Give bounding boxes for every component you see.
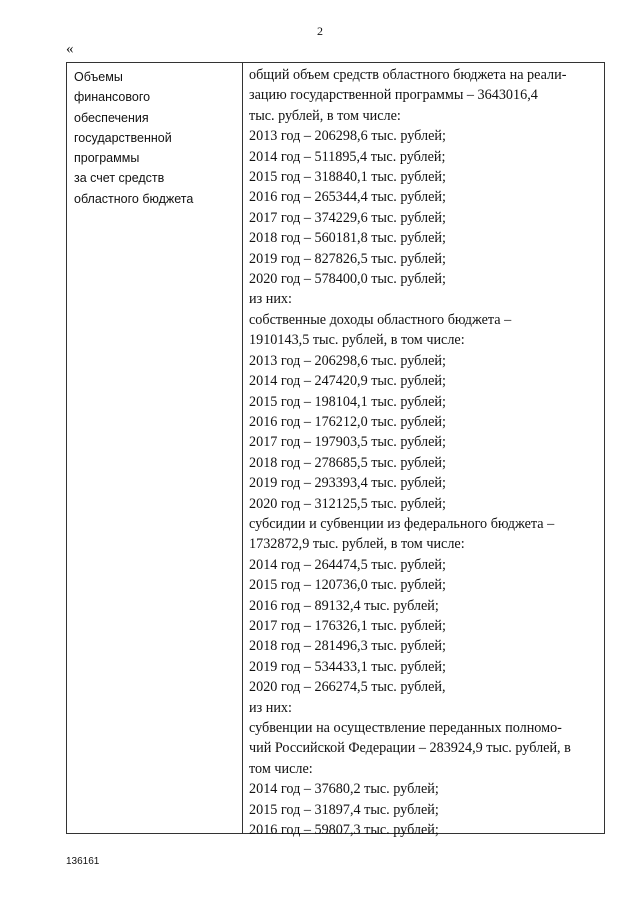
content-line: 2014 год – 247420,9 тыс. рублей;: [249, 373, 446, 390]
content-line: тыс. рублей, в том числе:: [249, 107, 401, 124]
opening-quote-mark: «: [66, 41, 74, 57]
content-line: 1732872,9 тыс. рублей, в том числе:: [249, 536, 465, 553]
content-line: 2016 год – 89132,4 тыс. рублей;: [249, 597, 439, 614]
content-line: 2019 год – 827826,5 тыс. рублей;: [249, 250, 446, 267]
content-line: субвенции на осуществление переданных полномо-: [249, 720, 562, 736]
content-line: 2019 год – 534433,1 тыс. рублей;: [249, 658, 446, 675]
table-content-cell: [243, 63, 604, 839]
content-line: 2016 год – 265344,4 тыс. рублей;: [249, 189, 446, 206]
content-line: 2016 год – 176212,0 тыс. рублей;: [249, 413, 446, 430]
content-line: зацию государственной программы – 3643016,4: [249, 87, 538, 104]
content-line: 2018 год – 281496,3 тыс. рублей;: [249, 638, 446, 655]
content-line: из них:: [249, 291, 292, 308]
content-line: том числе:: [249, 760, 313, 777]
content-line: общий объем средств областного бюджета на реали-: [249, 67, 567, 83]
label-line: программы: [74, 151, 140, 166]
label-line: обеспечения: [74, 110, 149, 125]
content-line: 2013 год – 206298,6 тыс. рублей;: [249, 128, 446, 145]
financing-table: [66, 62, 605, 839]
content-line: 2016 год – 59807,3 тыс. рублей;: [249, 822, 439, 839]
content-line: 2017 год – 197903,5 тыс. рублей;: [249, 434, 446, 451]
document-code: 136161: [66, 856, 100, 867]
content-line: 2018 год – 278685,5 тыс. рублей;: [249, 454, 446, 471]
content-line: чий Российской Федерации – 283924,9 тыс. рублей, в: [249, 740, 571, 757]
table-label-cell: [67, 63, 243, 833]
content-line: собственные доходы областного бюджета –: [249, 311, 512, 328]
content-line: 2013 год – 206298,6 тыс. рублей;: [249, 352, 446, 369]
label-line: финансового: [74, 90, 151, 105]
label-line: государственной: [74, 130, 172, 145]
content-line: 1910143,5 тыс. рублей, в том числе:: [249, 332, 465, 349]
content-line: 2017 год – 176326,1 тыс. рублей;: [249, 617, 446, 634]
content-line: из них:: [249, 699, 292, 716]
content-line: 2018 год – 560181,8 тыс. рублей;: [249, 230, 446, 247]
content-line: субсидии и субвенции из федерального бюджета –: [249, 515, 555, 532]
content-line: 2019 год – 293393,4 тыс. рублей;: [249, 475, 446, 492]
content-line: 2020 год – 312125,5 тыс. рублей;: [249, 495, 446, 512]
page-number: 2: [317, 24, 323, 38]
label-line: за счет средств: [74, 171, 165, 186]
content-line: 2015 год – 198104,1 тыс. рублей;: [249, 393, 446, 410]
label-line: Объемы: [74, 70, 123, 84]
content-line: 2020 год – 578400,0 тыс. рублей;: [249, 271, 446, 288]
content-line: 2014 год – 511895,4 тыс. рублей;: [249, 148, 446, 165]
content-line: 2014 год – 264474,5 тыс. рублей;: [249, 556, 446, 573]
content-line: 2015 год – 120736,0 тыс. рублей;: [249, 577, 446, 594]
content-line: 2015 год – 31897,4 тыс. рублей;: [249, 801, 439, 818]
content-line: 2017 год – 374229,6 тыс. рублей;: [249, 209, 446, 226]
content-line: 2020 год – 266274,5 тыс. рублей,: [249, 679, 446, 696]
content-line: 2014 год – 37680,2 тыс. рублей;: [249, 781, 439, 798]
label-line: областного бюджета: [74, 191, 194, 206]
content-line: 2015 год – 318840,1 тыс. рублей;: [249, 169, 446, 186]
